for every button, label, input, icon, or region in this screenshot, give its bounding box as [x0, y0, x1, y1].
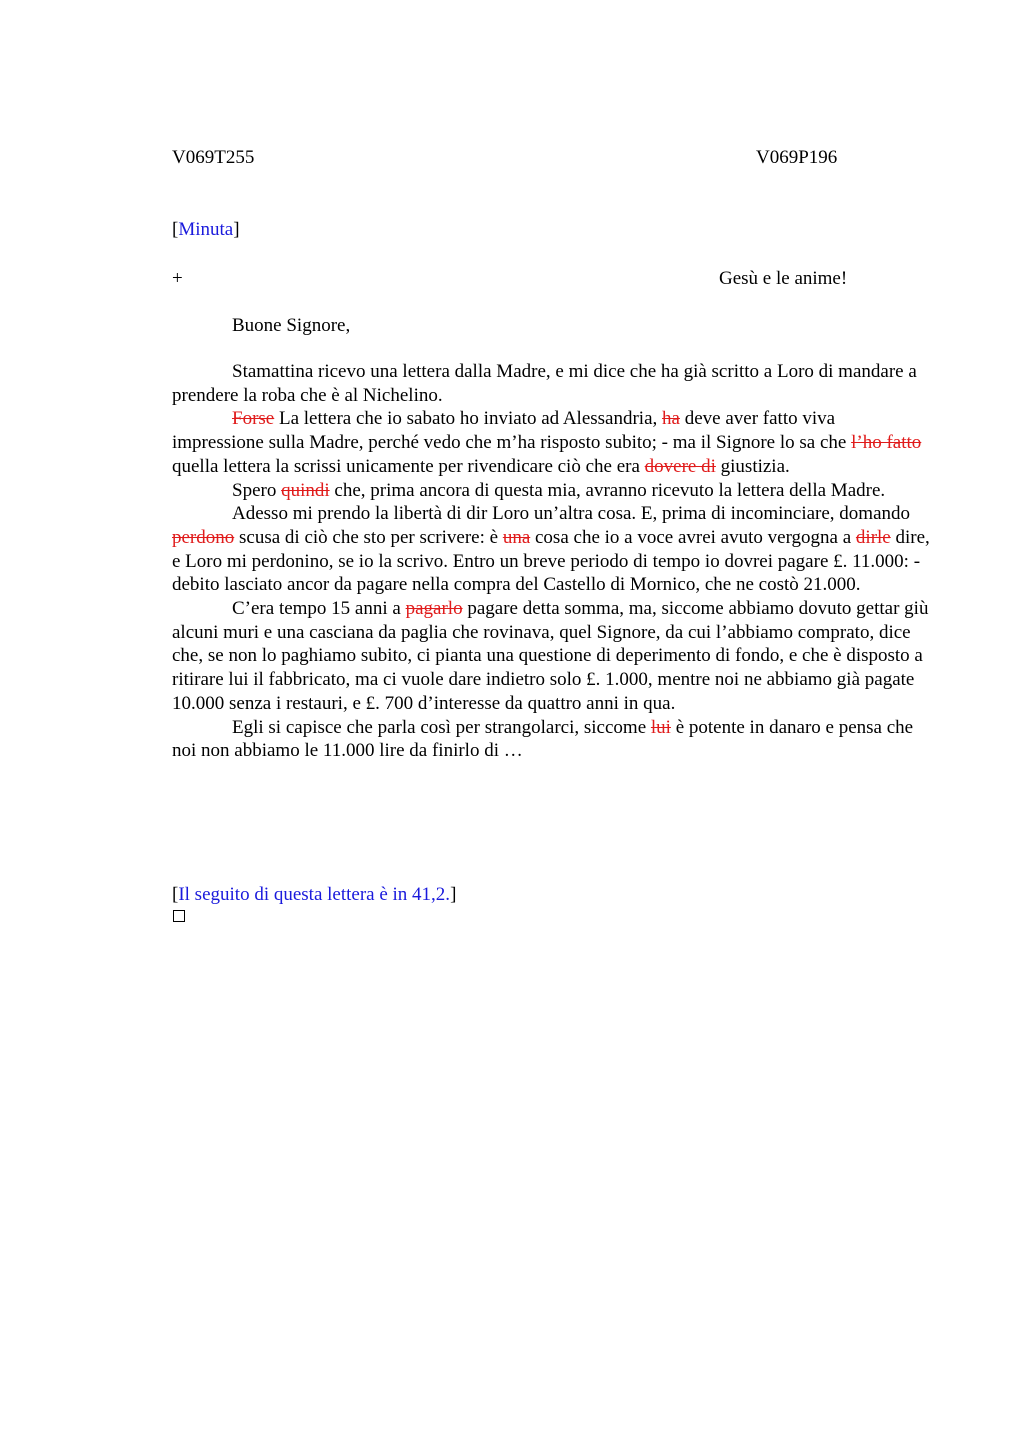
- bracket-close: ]: [233, 219, 240, 240]
- bracket-open: [: [172, 219, 179, 240]
- paragraph-6: Egli si capisce che parla così per strangolarci, siccome lui è potente in danaro e pensa che noi non abbiamo le 11.000 lire da finirlo di …: [172, 716, 914, 762]
- bracket-open: [: [172, 884, 179, 905]
- editorial-note: [172, 882, 456, 908]
- deleted-word: dirle: [855, 526, 891, 548]
- deleted-word: perdono: [172, 526, 235, 548]
- deleted-word: una: [502, 526, 531, 548]
- deleted-word: lui: [650, 716, 671, 738]
- invocation: Gesù e le anime!: [719, 268, 848, 289]
- minuta-text: Minuta: [178, 219, 234, 240]
- deleted-word: l’ho fatto: [851, 432, 922, 454]
- document-page: [172, 0, 930, 1450]
- end-of-document-box-icon: [173, 910, 185, 922]
- deleted-word: quindi: [281, 479, 330, 501]
- deleted-word: ha: [662, 408, 680, 430]
- paragraph-3: Spero quindi che, prima ancora di questa mia, avranno ricevuto la lettera della Madre.: [232, 479, 886, 501]
- minuta-label: [172, 217, 240, 243]
- document-id-right: V069P196: [756, 147, 838, 168]
- document-id-left: V069T255: [172, 147, 255, 168]
- deleted-word: Forse: [232, 408, 275, 430]
- paragraph-1: Stamattina ricevo una lettera dalla Madre, e mi dice che ha già scritto a Loro di mandare a prendere la roba che è al Nichelino.: [172, 361, 917, 406]
- bracket-close: ]: [450, 884, 457, 905]
- salutation: Buone Signore,: [232, 315, 351, 336]
- letter-body: [172, 360, 930, 763]
- paragraph-4: Adesso mi prendo la libertà di dir Loro un’altra cosa. E, prima di incominciare, domando perdono scusa di ciò che sto per scrivere: è una cosa che io a voce avrei avuto vergogna a dirle dire, e Loro mi perdonino, se io la scrivo. Entro un breve periodo di tempo io dovrei pagare £. 11.000: - debito lasciato ancor da pagare nella compra del Castello di Mornico, che ne costò 21.000.: [172, 503, 930, 596]
- deleted-word: dovere di: [644, 455, 716, 477]
- paragraph-2: Forse La lettera che io sabato ho inviato ad Alessandria, ha deve aver fatto viva impressione sulla Madre, perché vedo che m’ha risposto subito; - ma il Signore lo sa che l’ho fatto quella lettera la scrissi unicamente per rivendicare ciò che era dovere di giustizia.: [172, 408, 922, 477]
- deleted-word: pagarlo: [405, 598, 463, 620]
- cross-symbol: +: [172, 268, 183, 289]
- editorial-note-text: Il seguito di questa lettera è in 41,2.: [178, 884, 451, 905]
- paragraph-5: C’era tempo 15 anni a pagarlo pagare detta somma, ma, siccome abbiamo dovuto gettar giù alcuni muri e una casciana da paglia che rovinava, quel Signore, da cui l’abbiamo comprato, dice che, se non lo paghiamo subito, ci pianta una questione di deperimento di fondo, e che è disposto a ritirare lui il fabbricato, ma ci vuole dare indietro solo £. 1.000, mentre noi ne abbiamo già pagate 10.000 senza i restauri, e £. 700 d’interesse da quattro anni in qua.: [172, 598, 929, 714]
